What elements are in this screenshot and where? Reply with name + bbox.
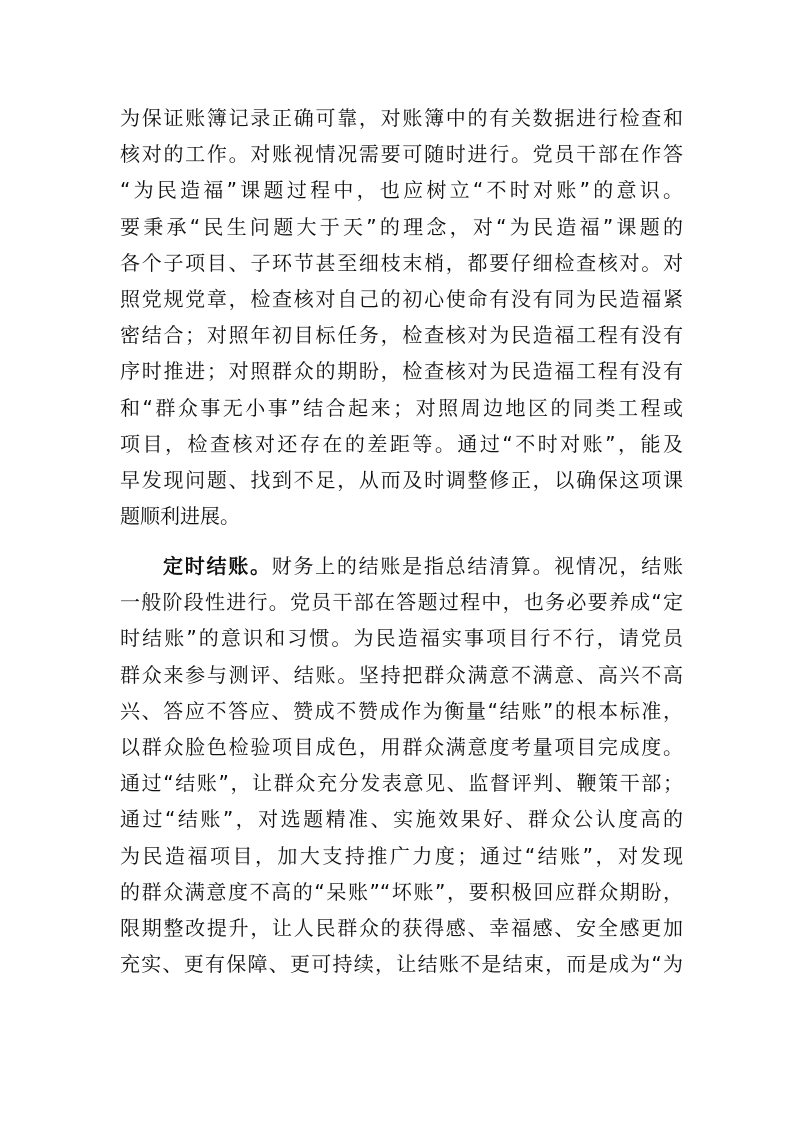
text-line: 各个子项目、子环节甚至细枝末梢，都要仔细检查核对。对 bbox=[120, 250, 683, 275]
text-line: 通过“结账”，对选题精准、实施效果好、群众公认度高的 bbox=[120, 807, 683, 832]
text-line: 限期整改提升，让人民群众的获得感、幸福感、安全感更加 bbox=[120, 915, 683, 940]
text-line: 群众来参与测评、结账。坚持把群众满意不满意、高兴不高 bbox=[120, 662, 683, 687]
text-line: 兴、答应不答应、赞成不赞成作为衡量“结账”的根本标准， bbox=[120, 698, 683, 723]
text-line bbox=[120, 548, 683, 584]
text-line: 序时推进；对照群众的期盼，检查核对为民造福工程有没有 bbox=[120, 359, 683, 384]
text-line: 早发现问题、找到不足，从而及时调整修正，以确保这项课 bbox=[120, 467, 683, 492]
text-line: 和“群众事无小事”结合起来；对照周边地区的同类工程或 bbox=[120, 395, 683, 420]
text-line: 的群众满意度不高的“呆账”“坏账”，要积极回应群众期盼， bbox=[120, 879, 683, 904]
text-line: 为保证账簿记录正确可靠，对账簿中的有关数据进行检查和 bbox=[120, 106, 683, 130]
paragraph-reconciliation bbox=[120, 100, 683, 534]
text-line: 以群众脸色检验项目成色，用群众满意度考量项目完成度。 bbox=[120, 734, 683, 759]
text-run: 财务上的结账是指总结清算。视情况，结账 bbox=[271, 554, 684, 578]
text-line: 题顺利进展。 bbox=[120, 504, 240, 529]
paragraph-settlement bbox=[120, 548, 683, 982]
text-line: “为民造福”课题过程中，也应树立“不时对账”的意识。 bbox=[120, 178, 683, 203]
text-line: 为民造福项目，加大支持推广力度；通过“结账”，对发现 bbox=[120, 843, 683, 868]
text-line: 密结合；对照年初目标任务，检查核对为民造福工程有没有 bbox=[120, 323, 683, 348]
text-line: 照党规党章，检查核对自己的初心使命有没有同为民造福紧 bbox=[120, 286, 683, 311]
text-line: 通过“结账”，让群众充分发表意见、监督评判、鞭策干部； bbox=[120, 771, 683, 796]
text-line: 要秉承“民生问题大于天”的理念，对“为民造福”课题的 bbox=[120, 214, 683, 239]
text-line: 一般阶段性进行。党员干部在答题过程中，也务必要养成“定 bbox=[120, 590, 683, 615]
text-line: 核对的工作。对账视情况需要可随时进行。党员干部在作答 bbox=[120, 142, 683, 167]
text-line: 项目，检查核对还存在的差距等。通过“不时对账”，能及 bbox=[120, 431, 683, 456]
text-line: 充实、更有保障、更可持续，让结账不是结束，而是成为“为 bbox=[120, 952, 683, 977]
text-line: 时结账”的意识和习惯。为民造福实事项目行不行，请党员 bbox=[120, 626, 683, 651]
section-heading: 定时结账。 bbox=[163, 554, 272, 578]
